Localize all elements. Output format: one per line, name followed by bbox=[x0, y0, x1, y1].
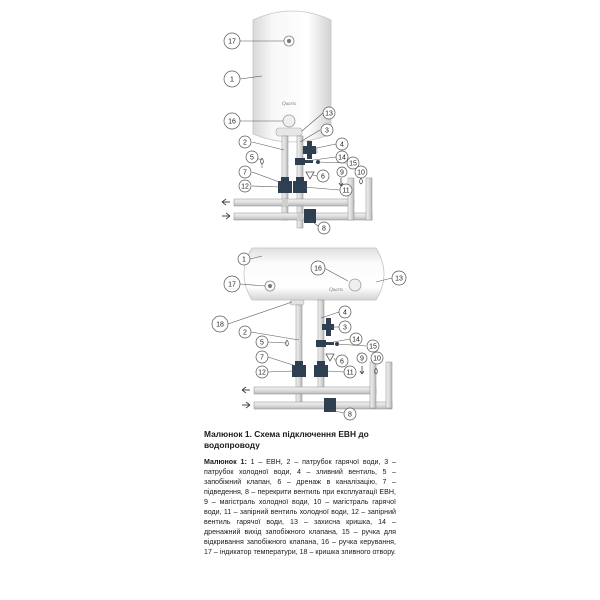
hot-water-main-2 bbox=[254, 387, 376, 394]
callout-4 bbox=[336, 138, 348, 150]
svg-text:6: 6 bbox=[340, 358, 344, 366]
callout-17-b bbox=[224, 276, 240, 292]
callout-1-b bbox=[238, 253, 250, 265]
safety-valve-icon-2 bbox=[316, 340, 339, 347]
callout-1 bbox=[224, 71, 240, 87]
callout-8-b bbox=[344, 408, 356, 420]
safety-valve-icon bbox=[295, 158, 320, 165]
svg-text:3: 3 bbox=[343, 324, 347, 332]
callout-11-b bbox=[344, 366, 356, 378]
svg-text:9: 9 bbox=[360, 355, 364, 363]
drop-icon bbox=[261, 158, 264, 164]
svg-text:1: 1 bbox=[242, 256, 246, 264]
shutoff-valve-8-icon-2 bbox=[324, 398, 336, 412]
svg-text:10: 10 bbox=[373, 355, 381, 363]
arrow-right-icon bbox=[222, 213, 230, 219]
callout-4-b bbox=[339, 306, 351, 318]
svg-text:13: 13 bbox=[395, 275, 403, 283]
svg-text:2: 2 bbox=[243, 139, 247, 147]
svg-text:13: 13 bbox=[325, 110, 333, 118]
callout-9-b bbox=[357, 353, 367, 363]
svg-text:18: 18 bbox=[216, 321, 224, 329]
figure-caption bbox=[204, 429, 396, 557]
drop-icon-right bbox=[360, 178, 363, 184]
callout-9 bbox=[337, 167, 347, 177]
callout-3-b bbox=[339, 321, 351, 333]
svg-text:17: 17 bbox=[228, 38, 236, 46]
callout-18-b bbox=[212, 316, 228, 332]
svg-text:1: 1 bbox=[230, 76, 234, 84]
control-knob-icon-2 bbox=[349, 279, 361, 291]
svg-text:14: 14 bbox=[352, 336, 360, 344]
protective-cover bbox=[276, 128, 302, 136]
svg-text:8: 8 bbox=[322, 225, 326, 233]
callout-10-b bbox=[371, 352, 383, 364]
figure-legend bbox=[204, 457, 396, 557]
shutoff-valve-8-icon bbox=[304, 209, 316, 223]
svg-text:2: 2 bbox=[243, 329, 247, 337]
callout-7-b bbox=[256, 351, 268, 363]
drain-funnel-icon bbox=[306, 172, 314, 179]
arrow-right-icon-2 bbox=[242, 402, 250, 408]
vertical-heater-scheme bbox=[222, 11, 372, 234]
callout-6 bbox=[317, 170, 329, 182]
callout-14-b bbox=[350, 333, 362, 345]
drain-cover bbox=[290, 300, 304, 305]
svg-text:17: 17 bbox=[228, 281, 236, 289]
svg-text:15: 15 bbox=[349, 160, 357, 168]
arrow-left-icon bbox=[222, 199, 230, 205]
callout-13-b bbox=[392, 271, 406, 285]
hot-water-shutoff-valve-icon-2 bbox=[292, 361, 306, 377]
svg-text:16: 16 bbox=[314, 265, 322, 273]
svg-text:10: 10 bbox=[357, 169, 365, 177]
figure-title: Малюнок 1. Схема підключення ЕВН до водопроводу bbox=[204, 429, 369, 450]
callout-7 bbox=[239, 166, 251, 178]
svg-text:3: 3 bbox=[325, 127, 329, 135]
cold-water-shutoff-valve-icon-2 bbox=[314, 361, 328, 377]
callout-2-b bbox=[239, 326, 251, 338]
svg-text:9: 9 bbox=[340, 169, 344, 177]
callout-16 bbox=[224, 113, 240, 129]
drain-valve-icon bbox=[303, 141, 316, 159]
drain-funnel-icon-2 bbox=[326, 354, 334, 361]
horizontal-heater-scheme bbox=[212, 248, 406, 420]
svg-text:4: 4 bbox=[343, 309, 347, 317]
callout-6-b bbox=[336, 355, 348, 367]
legend-label: Малюнок 1: bbox=[204, 458, 247, 466]
callout-12-b bbox=[256, 366, 268, 378]
svg-text:6: 6 bbox=[321, 173, 325, 181]
svg-text:8: 8 bbox=[348, 411, 352, 419]
svg-text:14: 14 bbox=[338, 154, 346, 162]
svg-text:5: 5 bbox=[250, 154, 254, 162]
svg-text:15: 15 bbox=[369, 343, 377, 351]
callout-14 bbox=[336, 151, 348, 163]
legend-text: 1 – ЕВН, 2 – патрубок гарячої води, 3 – патрубок холодної води, 4 – зливний вентиль, 5 – запобіжний клапан, 6 – дренаж в каналізацію, 7 – підведення, 8 – перекрити вентиль при експлуатації ЕВН, 9 – магістраль холодної води, 10 – магістраль гарячої води, 11 – запірний вентиль холодної води, 12 – запірний вентиль гарячої води, 13 – захисна кришка, 14 – дренажний вихід запобіжного клапана, 15 – ручка для відкривання запобіжного клапана, 16 – ручка керування, 17 – індикатор температури, 18 – кришка зливного отвору. bbox=[204, 458, 397, 556]
svg-text:12: 12 bbox=[258, 369, 266, 377]
brand-logo-2: Quarts bbox=[329, 288, 343, 293]
svg-text:11: 11 bbox=[346, 369, 354, 377]
brand-logo: Quarts bbox=[282, 102, 296, 107]
arrow-down-icon-2 bbox=[360, 366, 364, 374]
svg-text:12: 12 bbox=[241, 183, 249, 191]
arrow-left-icon-2 bbox=[242, 387, 250, 393]
svg-text:4: 4 bbox=[340, 141, 344, 149]
callout-11 bbox=[340, 184, 352, 196]
svg-text:5: 5 bbox=[260, 339, 264, 347]
callout-16-b bbox=[311, 261, 325, 275]
callout-3 bbox=[321, 124, 333, 136]
callout-10 bbox=[355, 166, 367, 178]
svg-text:16: 16 bbox=[228, 118, 236, 126]
svg-text:7: 7 bbox=[243, 169, 247, 177]
hot-water-main bbox=[234, 199, 354, 206]
callout-5-b bbox=[256, 336, 268, 348]
control-knob-icon bbox=[283, 115, 295, 127]
callout-13 bbox=[323, 107, 335, 119]
cold-water-shutoff-valve-icon bbox=[293, 177, 307, 193]
callout-5 bbox=[246, 151, 258, 163]
callout-15-b bbox=[367, 340, 379, 352]
callout-8 bbox=[318, 222, 330, 234]
callout-12 bbox=[239, 180, 251, 192]
callout-17 bbox=[224, 33, 240, 49]
svg-text:7: 7 bbox=[260, 354, 264, 362]
svg-text:11: 11 bbox=[342, 187, 350, 195]
callout-2 bbox=[239, 136, 251, 148]
hot-water-shutoff-valve-icon bbox=[278, 177, 292, 193]
